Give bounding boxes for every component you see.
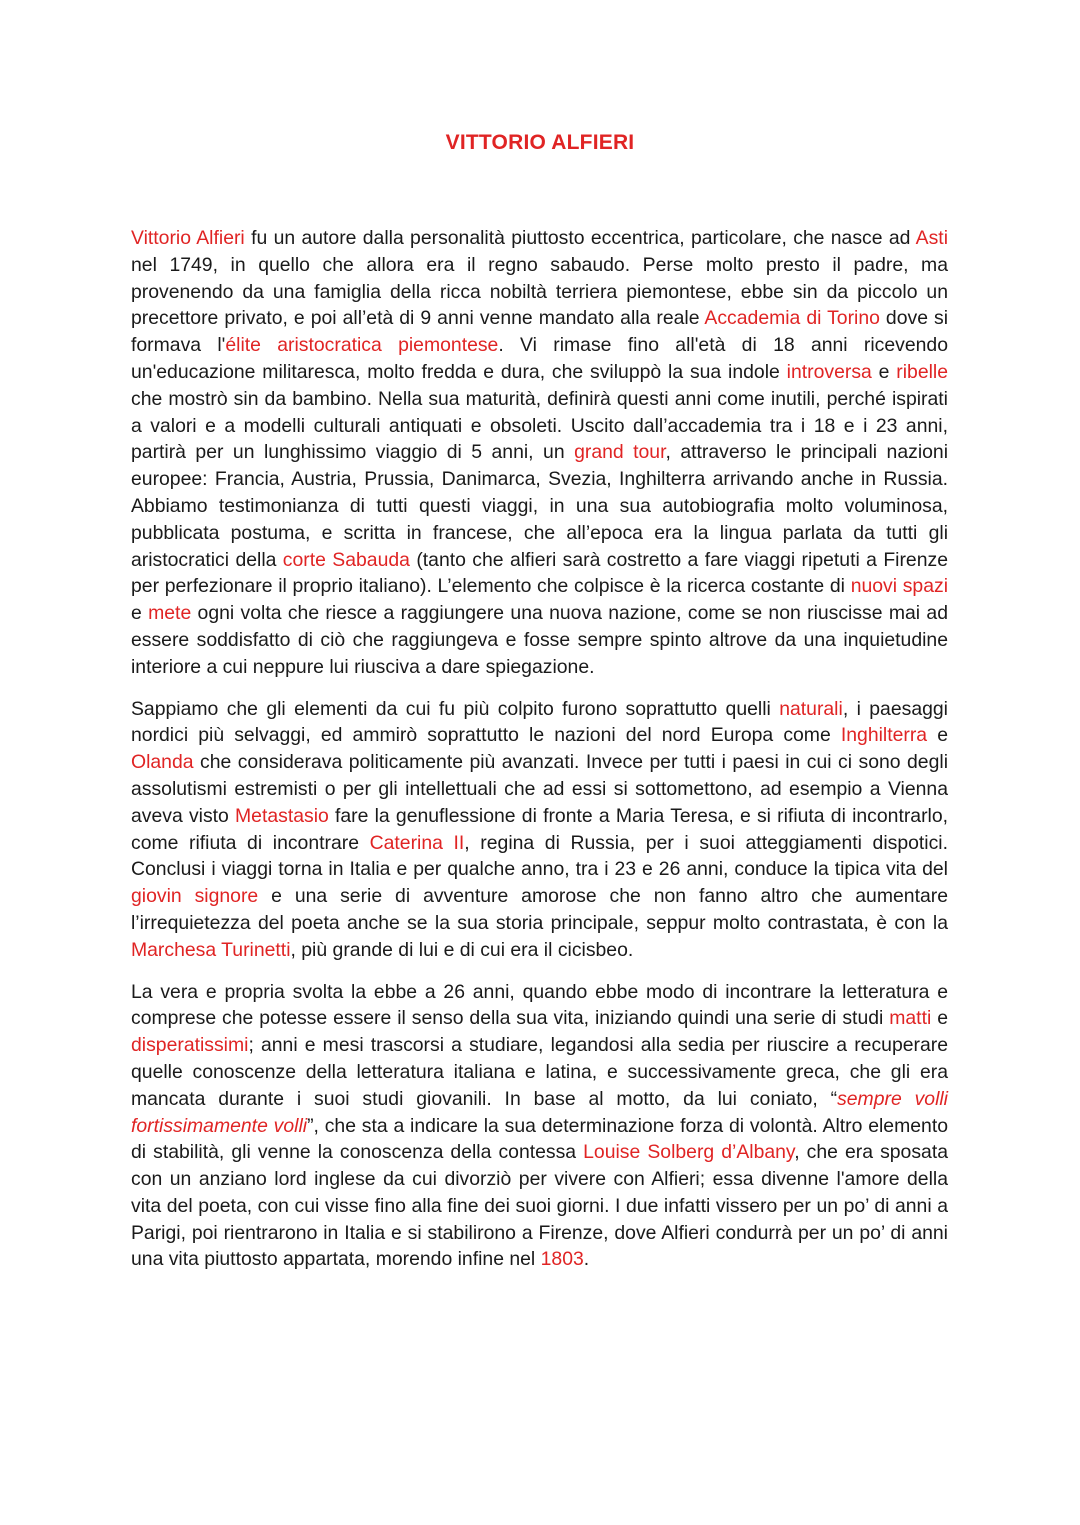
body-text: , regina di Russia, per i suoi atteggiamenti dispotici. Conclusi i viaggi torna in Italia e per qualche anno, tra i 23 e 26 anni, conduce la tipica vita del <box>131 831 948 881</box>
body-text: nel 1749, in quello che allora era il regno sabaudo. Perse molto presto il padre, ma provenendo da una famiglia della ricca nobiltà terriera piemontese, ebbe sin da piccolo un precettore privato, e poi all’età di 9 anni venne mandato alla reale <box>131 253 948 330</box>
body-text: ; anni e mesi trascorsi a studiare, legandosi alla sedia per riuscire a recuperare quelle conoscenze della letteratura italiana e latina, e successivamente greca, che gli era mancata durante i suoi studi giovanili. In base al motto, da lui coniato, “ <box>131 1034 948 1110</box>
body-text: che considerava politicamente più avanzati. Invece per tutti i paesi in cui ci sono degli assolutismi estremisti o per gli intellettuali che ad essi si sottomettono, ad esempio a Vienna aveva visto <box>131 751 948 827</box>
body-text: , che era sposata con un anziano lord inglese da cui divorziò per vivere con Alfieri; essa divenne l'amore della vita del poeta, con cui visse fino alla fine dei suoi giorni. I due infatti vissero per un po’ di anni a Parigi, poi rientrarono in Italia e si stabilirono a Firenze, dove Alfieri condurrà per un po’ di anni una vita piuttosto appartata, morendo infine nel <box>131 1141 948 1271</box>
body-text: (tanto che alfieri sarà costretto a fare viaggi ripetuti a Firenze per perfezionare il proprio italiano). L’elemento che colpisce è la ricerca costante di <box>131 548 948 598</box>
paragraph-1 <box>131 225 948 681</box>
highlighted-term: sempre volli fortissimamente volli <box>131 1087 948 1137</box>
highlighted-term: introversa <box>786 360 872 383</box>
highlighted-term: Metastasio <box>235 804 329 827</box>
body-text: ”, che sta a indicare la sua determinazione forza di volontà. Altro elemento di stabilità, gli venne la conoscenza della contessa <box>131 1114 948 1164</box>
highlighted-term: Asti <box>915 227 948 249</box>
highlighted-term: Vittorio Alfieri <box>131 227 245 249</box>
body-text: e <box>131 602 149 625</box>
body-text: La vera e propria svolta la ebbe a 26 anni, quando ebbe modo di incontrare la letteratura e comprese che potesse essere il senso della sua vita, iniziando quindi una serie di studi <box>131 980 948 1030</box>
highlighted-term: mete <box>148 602 192 625</box>
body-text: dove si formava l' <box>131 307 948 357</box>
body-text: Sappiamo che gli elementi da cui fu più colpito furono soprattutto quelli <box>131 697 780 720</box>
body-text: . Vi rimase fino all'età di 18 anni ricevendo un'educazione militaresca, molto fredda e dura, che sviluppò la sua indole <box>131 334 948 383</box>
highlighted-term: Olanda <box>131 751 194 774</box>
highlighted-term: corte Sabauda <box>282 548 410 571</box>
body-text: ogni volta che riesce a raggiungere una nuova nazione, come se non riuscisse mai ad essere soddisfatto di ciò che raggiungeva e fosse sempre spinto altrove da una inquietudine interiore a cui neppure lui riusciva a dare spiegazione. <box>131 602 949 678</box>
highlighted-term: élite aristocratica piemontese <box>225 334 499 357</box>
highlighted-term: ribelle <box>896 360 948 383</box>
page-title: VITTORIO ALFIERI <box>445 131 635 154</box>
highlighted-term: Inghilterra <box>840 724 928 747</box>
highlighted-term: grand tour <box>574 441 666 464</box>
highlighted-term: Marchesa Turinetti <box>131 938 291 961</box>
paragraph-3 <box>131 979 948 1274</box>
document-body <box>131 225 948 1288</box>
highlighted-term: naturali <box>779 697 843 720</box>
body-text: e <box>927 724 948 747</box>
body-text: fare la genuflessione di fronte a Maria Teresa, e si rifiuta di incontrarlo, come rifiuta di incontrare <box>131 804 949 854</box>
body-text: e <box>871 360 897 383</box>
highlighted-term: giovin signore <box>131 885 259 908</box>
highlighted-term: matti <box>889 1007 932 1030</box>
highlighted-term: Louise Solberg d’Albany <box>583 1141 795 1164</box>
body-text: . <box>583 1248 590 1271</box>
highlighted-term: Caterina II <box>369 831 465 854</box>
paragraph-2 <box>131 696 948 964</box>
body-text: , i paesaggi nordici più selvaggi, ed ammirò soprattutto le nazioni del nord Europa come <box>131 697 948 747</box>
highlighted-term: Accademia di Torino <box>704 307 880 330</box>
body-text: che mostrò sin da bambino. Nella sua maturità, definirà questi anni come inutili, perché ispirati a valori e a modelli culturali antiquati e obsoleti. Uscito dall’accademia tra i 18 e i 23 anni, partirà per un lunghissimo viaggio di 5 anni, un <box>131 387 948 464</box>
body-text: , attraverso le principali nazioni europee: Francia, Austria, Prussia, Danimarca, Svezia, Inghilterra arrivando anche in Russia. Abbiamo testimonianza di tutti questi viaggi, in una sua autobiografia molto voluminosa, pubblicata postuma, e scritta in francese, che all’epoca era la lingua parlata da tutti gli aristocratici della <box>131 441 949 571</box>
highlighted-term: 1803 <box>540 1248 584 1271</box>
highlighted-term: nuovi spazi <box>850 575 949 598</box>
body-text: , più grande di lui e di cui era il cicisbeo. <box>290 938 634 961</box>
body-text: fu un autore dalla personalità piuttosto eccentrica, particolare, che nasce ad <box>244 227 916 249</box>
body-text: e una serie di avventure amorose che non fanno altro che aumentare l’irrequietezza del poeta anche se la sua storia principale, seppur molto contrastata, è con la <box>131 885 948 934</box>
highlighted-term: disperatissimi <box>131 1034 249 1057</box>
body-text: e <box>931 1007 948 1030</box>
